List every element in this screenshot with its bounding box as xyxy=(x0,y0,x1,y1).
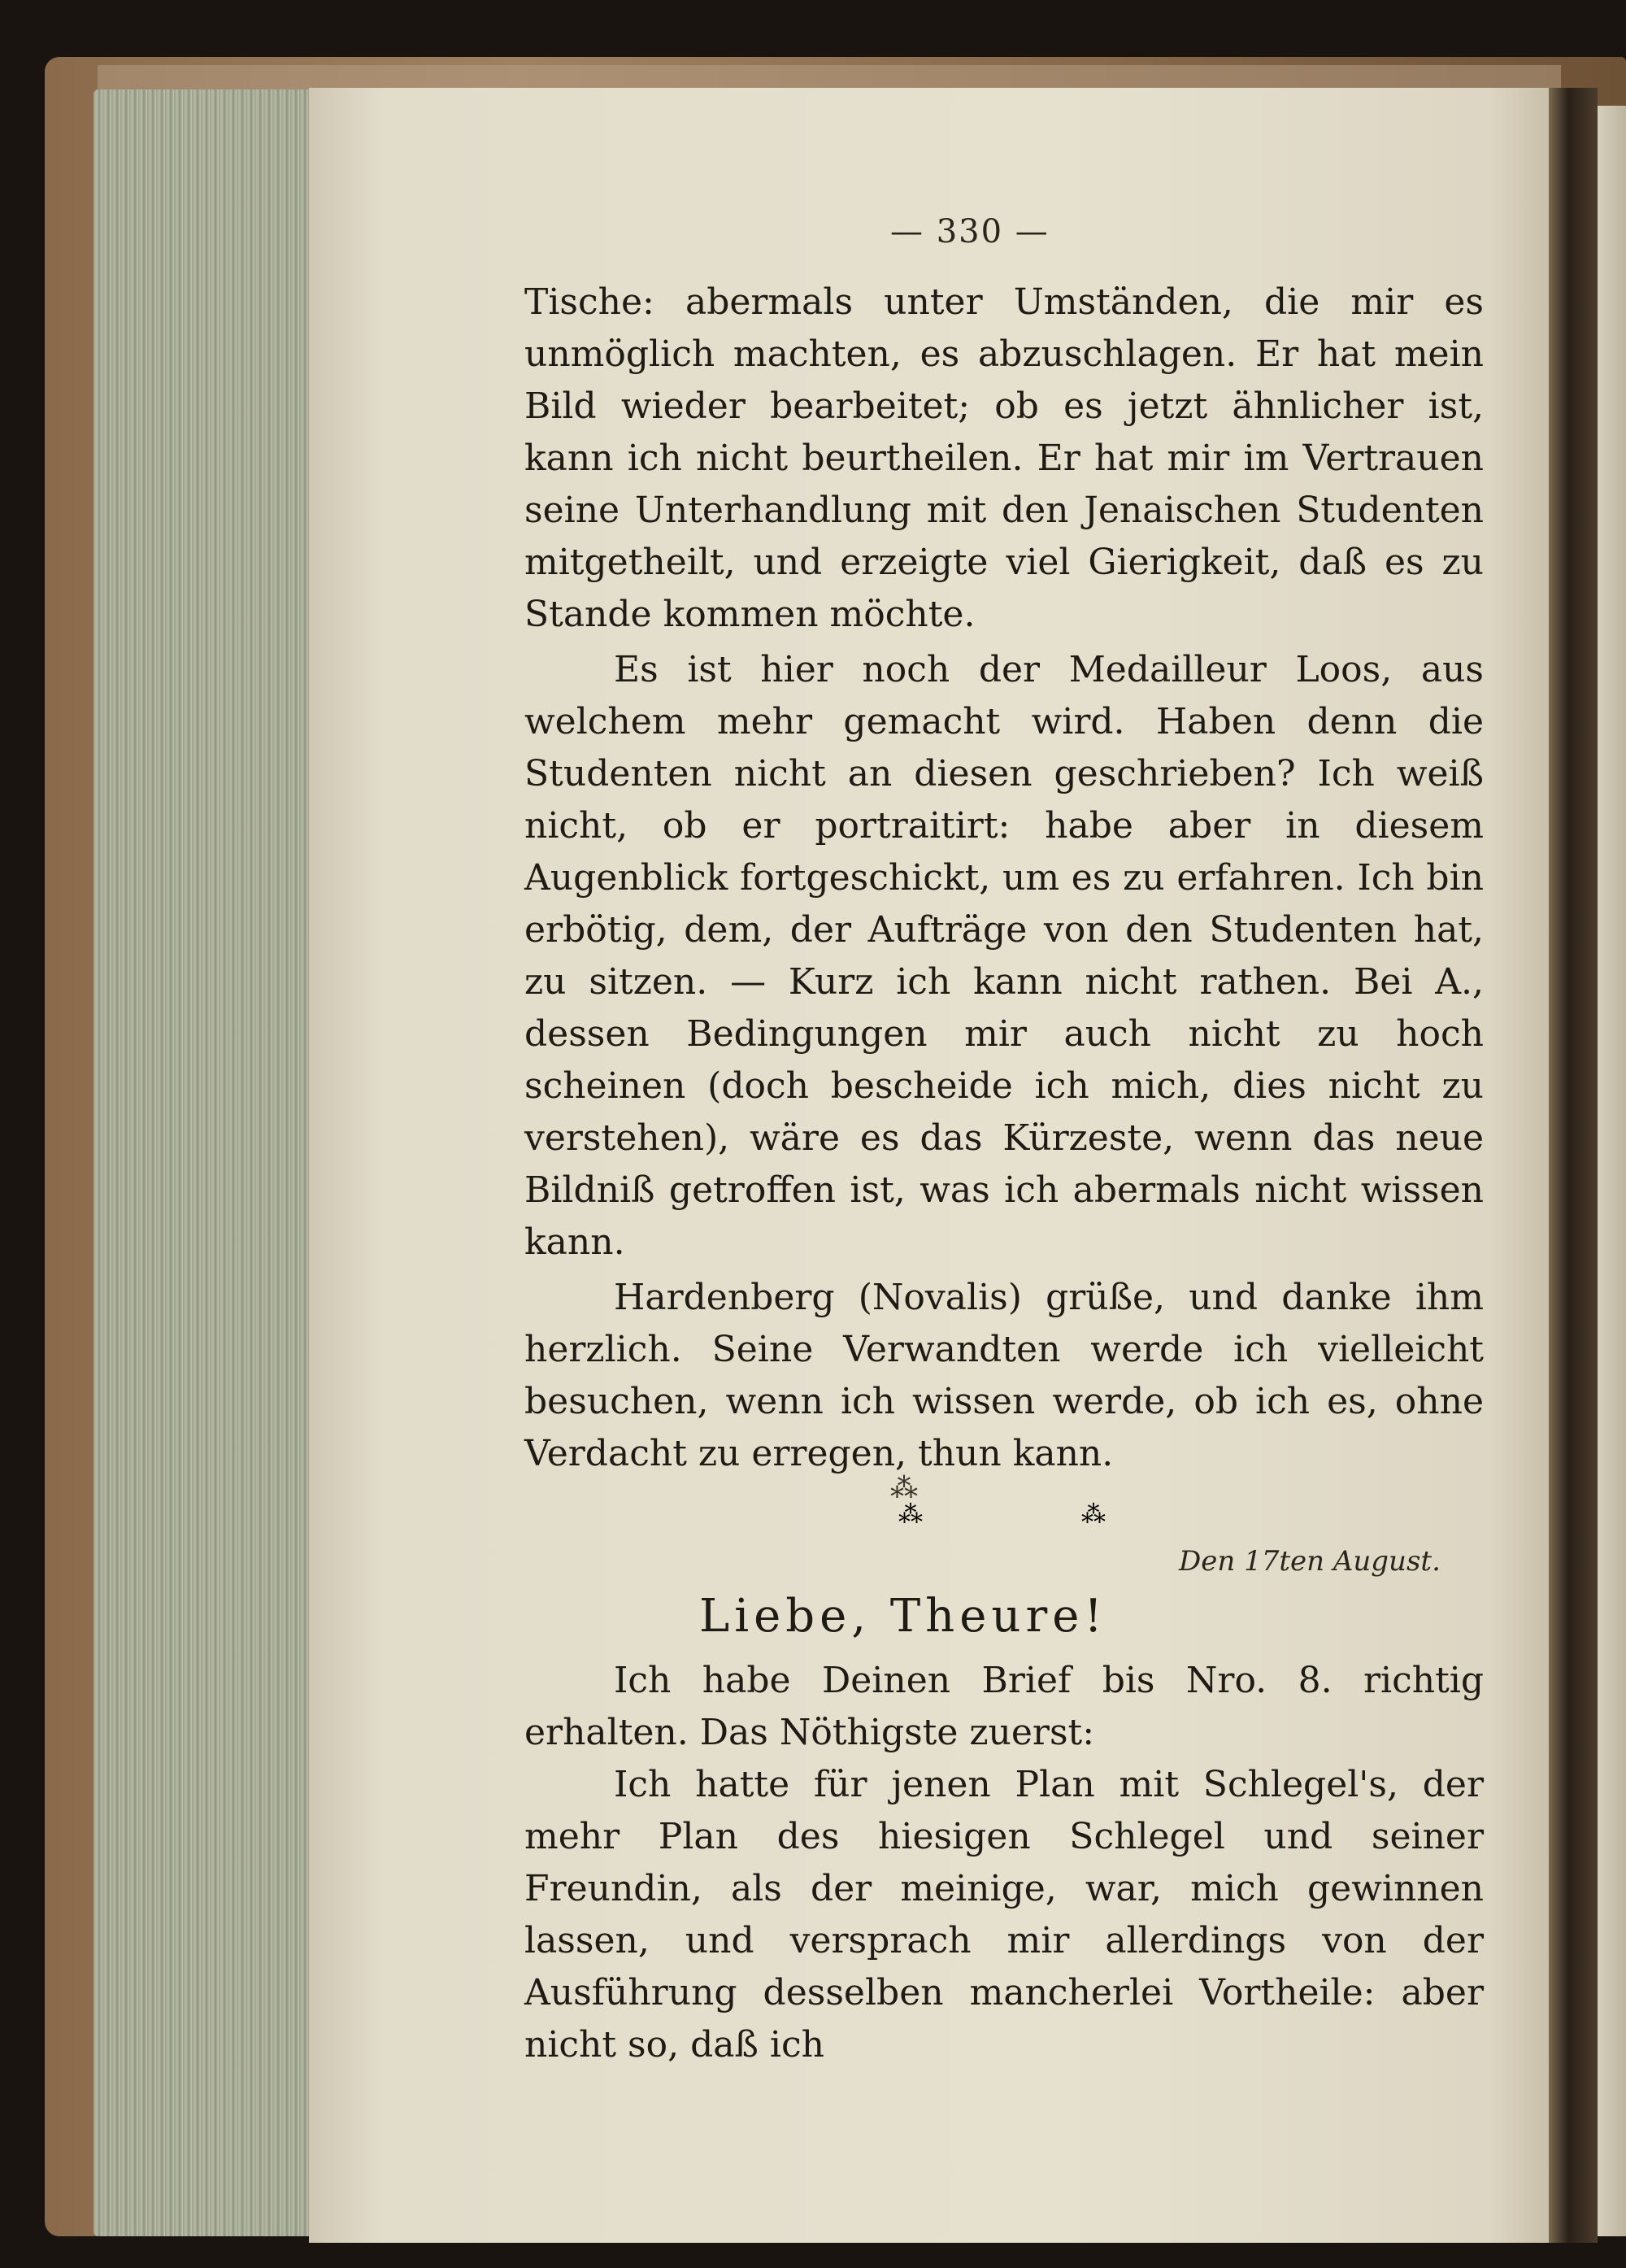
letter-body xyxy=(524,1655,1484,2071)
paragraph-2: Es ist hier noch der Medailleur Loos, aus welchem mehr gemacht wird. Haben denn die Studenten nicht an diesen geschrieben? Ich weiß nicht, ob er portraitirt: habe aber in diesem Augenblick fortgeschickt, um es zu erfahren. Ich bin erbötig, dem, der Aufträge von den Studenten hat, zu sitzen. — Kurz ich kann nicht rathen. Bei A., dessen Bedingungen mir auch nicht zu hoch scheinen (doch bescheide ich mich, dies nicht zu verstehen), wäre es das Kürzeste, wenn das neue Bildniß getroffen ist, was ich abermals nicht wissen kann. xyxy=(524,649,1484,1263)
section-star-left: ⁂ xyxy=(898,1500,923,1529)
page-number: — 330 — xyxy=(890,213,1050,250)
body-text xyxy=(524,276,1484,1480)
letter-salutation: Liebe, Theure! xyxy=(699,1590,1107,1643)
letter-paragraph-2: Ich hatte für jenen Plan mit Schlegel's, der mehr Plan des hiesigen Schlegel und seiner Freundin, als der meinige, war, mich gewinnen lassen, und versprach mir allerdings von der Ausführung desselben mancherlei Vortheile: aber nicht so, daß ich xyxy=(524,1764,1484,2066)
letter-paragraph-1: Ich habe Deinen Brief bis Nro. 8. richtig erhalten. Das Nöthigste zuerst: xyxy=(524,1660,1484,1753)
book-gutter xyxy=(1549,88,1598,2243)
paragraph-1: Tische: abermals unter Umständen, die mir es unmöglich machten, es abzuschlagen. Er hat mein Bild wieder bearbeitet; ob es jetzt ähnlicher ist, kann ich nicht beurtheilen. Er hat mir im Vertrauen seine Unterhandlung mit den Jenaischen Studenten mitgetheilt, und erzeigte viel Gierigkeit, daß es zu Stande kommen möchte. xyxy=(524,281,1484,635)
section-star-top: ⁂ xyxy=(890,1472,918,1504)
paragraph-3: Hardenberg (Novalis) grüße, und danke ihm herzlich. Seine Verwandten werde ich vielleicht besuchen, wenn ich wissen werde, ob ich es, ohne Verdacht zu erregen, thun kann. xyxy=(524,1277,1484,1474)
facing-page-edge xyxy=(1598,106,1626,2236)
letter-date: Den 17ten August. xyxy=(1179,1545,1441,1578)
page-edges xyxy=(93,89,313,2236)
section-star-right: ⁂ xyxy=(1081,1500,1106,1529)
